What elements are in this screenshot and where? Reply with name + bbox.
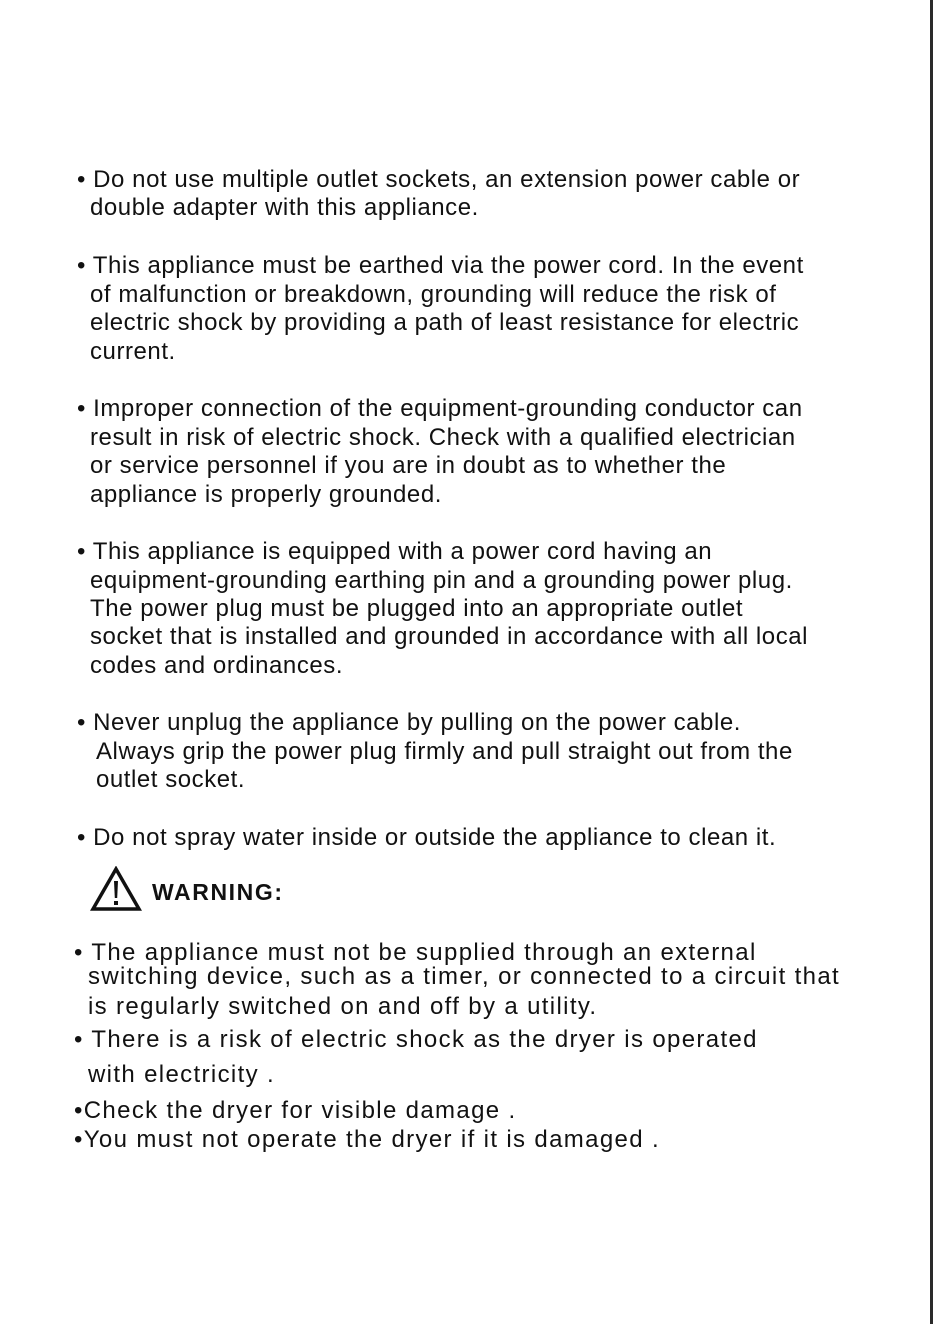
text-line: • Never unplug the appliance by pulling on the power cable. <box>77 709 741 736</box>
text-line: • Do not use multiple outlet sockets, an extension power cable or <box>77 166 801 193</box>
text-line: with electricity . <box>88 1061 276 1088</box>
text-line: codes and ordinances. <box>90 652 344 679</box>
warning-label: WARNING: <box>152 879 284 905</box>
text-line: current. <box>90 338 176 365</box>
text-line: is regularly switched on and off by a utility. <box>88 993 598 1020</box>
text-line: •Check the dryer for visible damage . <box>74 1097 517 1124</box>
text-line: •You must not operate the dryer if it is damaged . <box>74 1126 660 1153</box>
text-line: switching device, such as a timer, or connected to a circuit that <box>88 963 841 990</box>
text-line: appliance is properly grounded. <box>90 481 442 508</box>
text-line: • This appliance is equipped with a power cord having an <box>77 538 713 565</box>
text-line: or service personnel if you are in doubt as to whether the <box>90 452 727 479</box>
text-line: • Improper connection of the equipment-grounding conductor can <box>77 395 803 422</box>
text-line: • The appliance must not be supplied through an external <box>74 939 757 966</box>
text-line: double adapter with this appliance. <box>90 194 479 221</box>
text-line: • This appliance must be earthed via the power cord. In the event <box>77 252 804 279</box>
text-line: electric shock by providing a path of least resistance for electric <box>90 309 800 336</box>
text-line: equipment-grounding earthing pin and a grounding power plug. <box>90 567 793 594</box>
warning-heading <box>90 866 350 914</box>
text-line: • Do not spray water inside or outside the appliance to clean it. <box>77 824 777 851</box>
text-line: of malfunction or breakdown, grounding will reduce the risk of <box>90 281 777 308</box>
text-line: The power plug must be plugged into an appropriate outlet <box>90 595 744 622</box>
warning-triangle-icon <box>90 866 142 912</box>
text-line: result in risk of electric shock. Check with a qualified electrician <box>90 424 796 451</box>
text-line: Always grip the power plug firmly and pull straight out from the <box>96 738 793 765</box>
text-line: outlet socket. <box>96 766 246 793</box>
text-line: socket that is installed and grounded in accordance with all local <box>90 623 809 650</box>
text-line: • There is a risk of electric shock as the dryer is operated <box>74 1026 758 1053</box>
